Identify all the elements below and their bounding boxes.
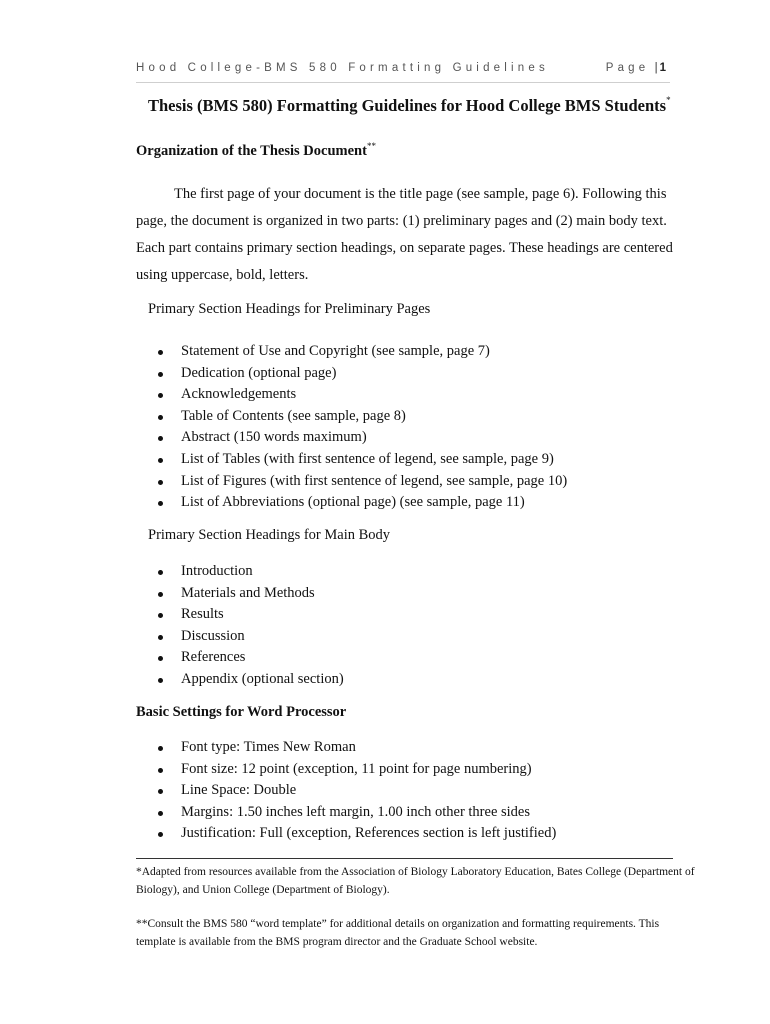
organization-heading-text: Organization of the Thesis Document — [136, 142, 367, 159]
list-item: Line Space: Double — [158, 780, 556, 802]
list-item: Appendix (optional section) — [158, 669, 344, 691]
organization-footnote-marker: ** — [366, 141, 376, 151]
bullet-icon — [158, 789, 163, 794]
bullet-icon — [158, 372, 163, 377]
list-item: References — [158, 647, 344, 669]
page-number-block — [606, 62, 666, 74]
bullet-icon — [158, 458, 163, 463]
running-title: Hood College-BMS 580 Formatting Guidelines — [136, 62, 549, 74]
bullet-icon — [158, 570, 163, 575]
footnote-2 — [136, 915, 696, 951]
main-body-heading: Primary Section Headings for Main Body — [148, 527, 391, 543]
footnote-2-text: **Consult the BMS 580 “word template” for additional details on organization and formatting requirements. This template is available from the BMS program director and the Graduate School website. — [136, 918, 660, 948]
main-body-list — [158, 561, 344, 691]
footnote-1 — [136, 863, 696, 899]
list-item: List of Tables (with first sentence of legend, see sample, page 9) — [158, 449, 567, 471]
list-item: Justification: Full (exception, References section is left justified) — [158, 823, 556, 845]
bullet-icon — [158, 480, 163, 485]
page-number: 1 — [659, 62, 666, 74]
preliminary-list — [158, 341, 567, 514]
footnote-divider — [136, 858, 673, 859]
preliminary-heading: Primary Section Headings for Preliminary Pages — [148, 301, 431, 317]
list-item: Results — [158, 604, 344, 626]
document-title — [148, 96, 671, 116]
list-item: Acknowledgements — [158, 384, 567, 406]
list-item: List of Abbreviations (optional page) (see sample, page 11) — [158, 492, 567, 514]
list-item: Introduction — [158, 561, 344, 583]
bullet-icon — [158, 350, 163, 355]
bullet-icon — [158, 768, 163, 773]
list-item: List of Figures (with first sentence of legend, see sample, page 10) — [158, 471, 567, 493]
list-item: Dedication (optional page) — [158, 363, 567, 385]
list-item: Margins: 1.50 inches left margin, 1.00 inch other three sides — [158, 802, 556, 824]
settings-list — [158, 737, 556, 845]
list-item: Table of Contents (see sample, page 8) — [158, 406, 567, 428]
bullet-icon — [158, 436, 163, 441]
bullet-icon — [158, 811, 163, 816]
intro-paragraph-text: The first page of your document is the title page (see sample, page 6). Following this page, the document is organized in two parts: (1) preliminary pages and (2) main body text. Each part contains primary section headings, on separate pages. These headings are centered using uppercase, bold, letters. — [136, 186, 673, 283]
footnote-1-text: *Adapted from resources available from the Association of Biology Laboratory Education, Bates College (Department of Biology), and Union College (Department of Biology). — [136, 866, 695, 896]
title-footnote-marker: * — [666, 94, 671, 105]
bullet-icon — [158, 613, 163, 618]
list-item: Font size: 12 point (exception, 11 point for page numbering) — [158, 759, 556, 781]
settings-heading: Basic Settings for Word Processor — [136, 704, 347, 720]
bullet-icon — [158, 656, 163, 661]
bullet-icon — [158, 832, 163, 837]
document-title-text: Thesis (BMS 580) Formatting Guidelines for Hood College BMS Students — [148, 96, 667, 115]
bullet-icon — [158, 635, 163, 640]
bullet-icon — [158, 746, 163, 751]
list-item: Statement of Use and Copyright (see sample, page 7) — [158, 341, 567, 363]
page-label: Page — [605, 62, 650, 74]
bullet-icon — [158, 415, 163, 420]
page-header — [136, 62, 670, 83]
bullet-icon — [158, 592, 163, 597]
list-item: Discussion — [158, 626, 344, 648]
bullet-icon — [158, 678, 163, 683]
list-item: Abstract (150 words maximum) — [158, 427, 567, 449]
page-separator: | — [654, 62, 658, 74]
intro-paragraph — [136, 181, 676, 289]
organization-heading — [136, 141, 376, 160]
bullet-icon — [158, 501, 163, 506]
list-item: Font type: Times New Roman — [158, 737, 556, 759]
list-item: Materials and Methods — [158, 583, 344, 605]
bullet-icon — [158, 393, 163, 398]
